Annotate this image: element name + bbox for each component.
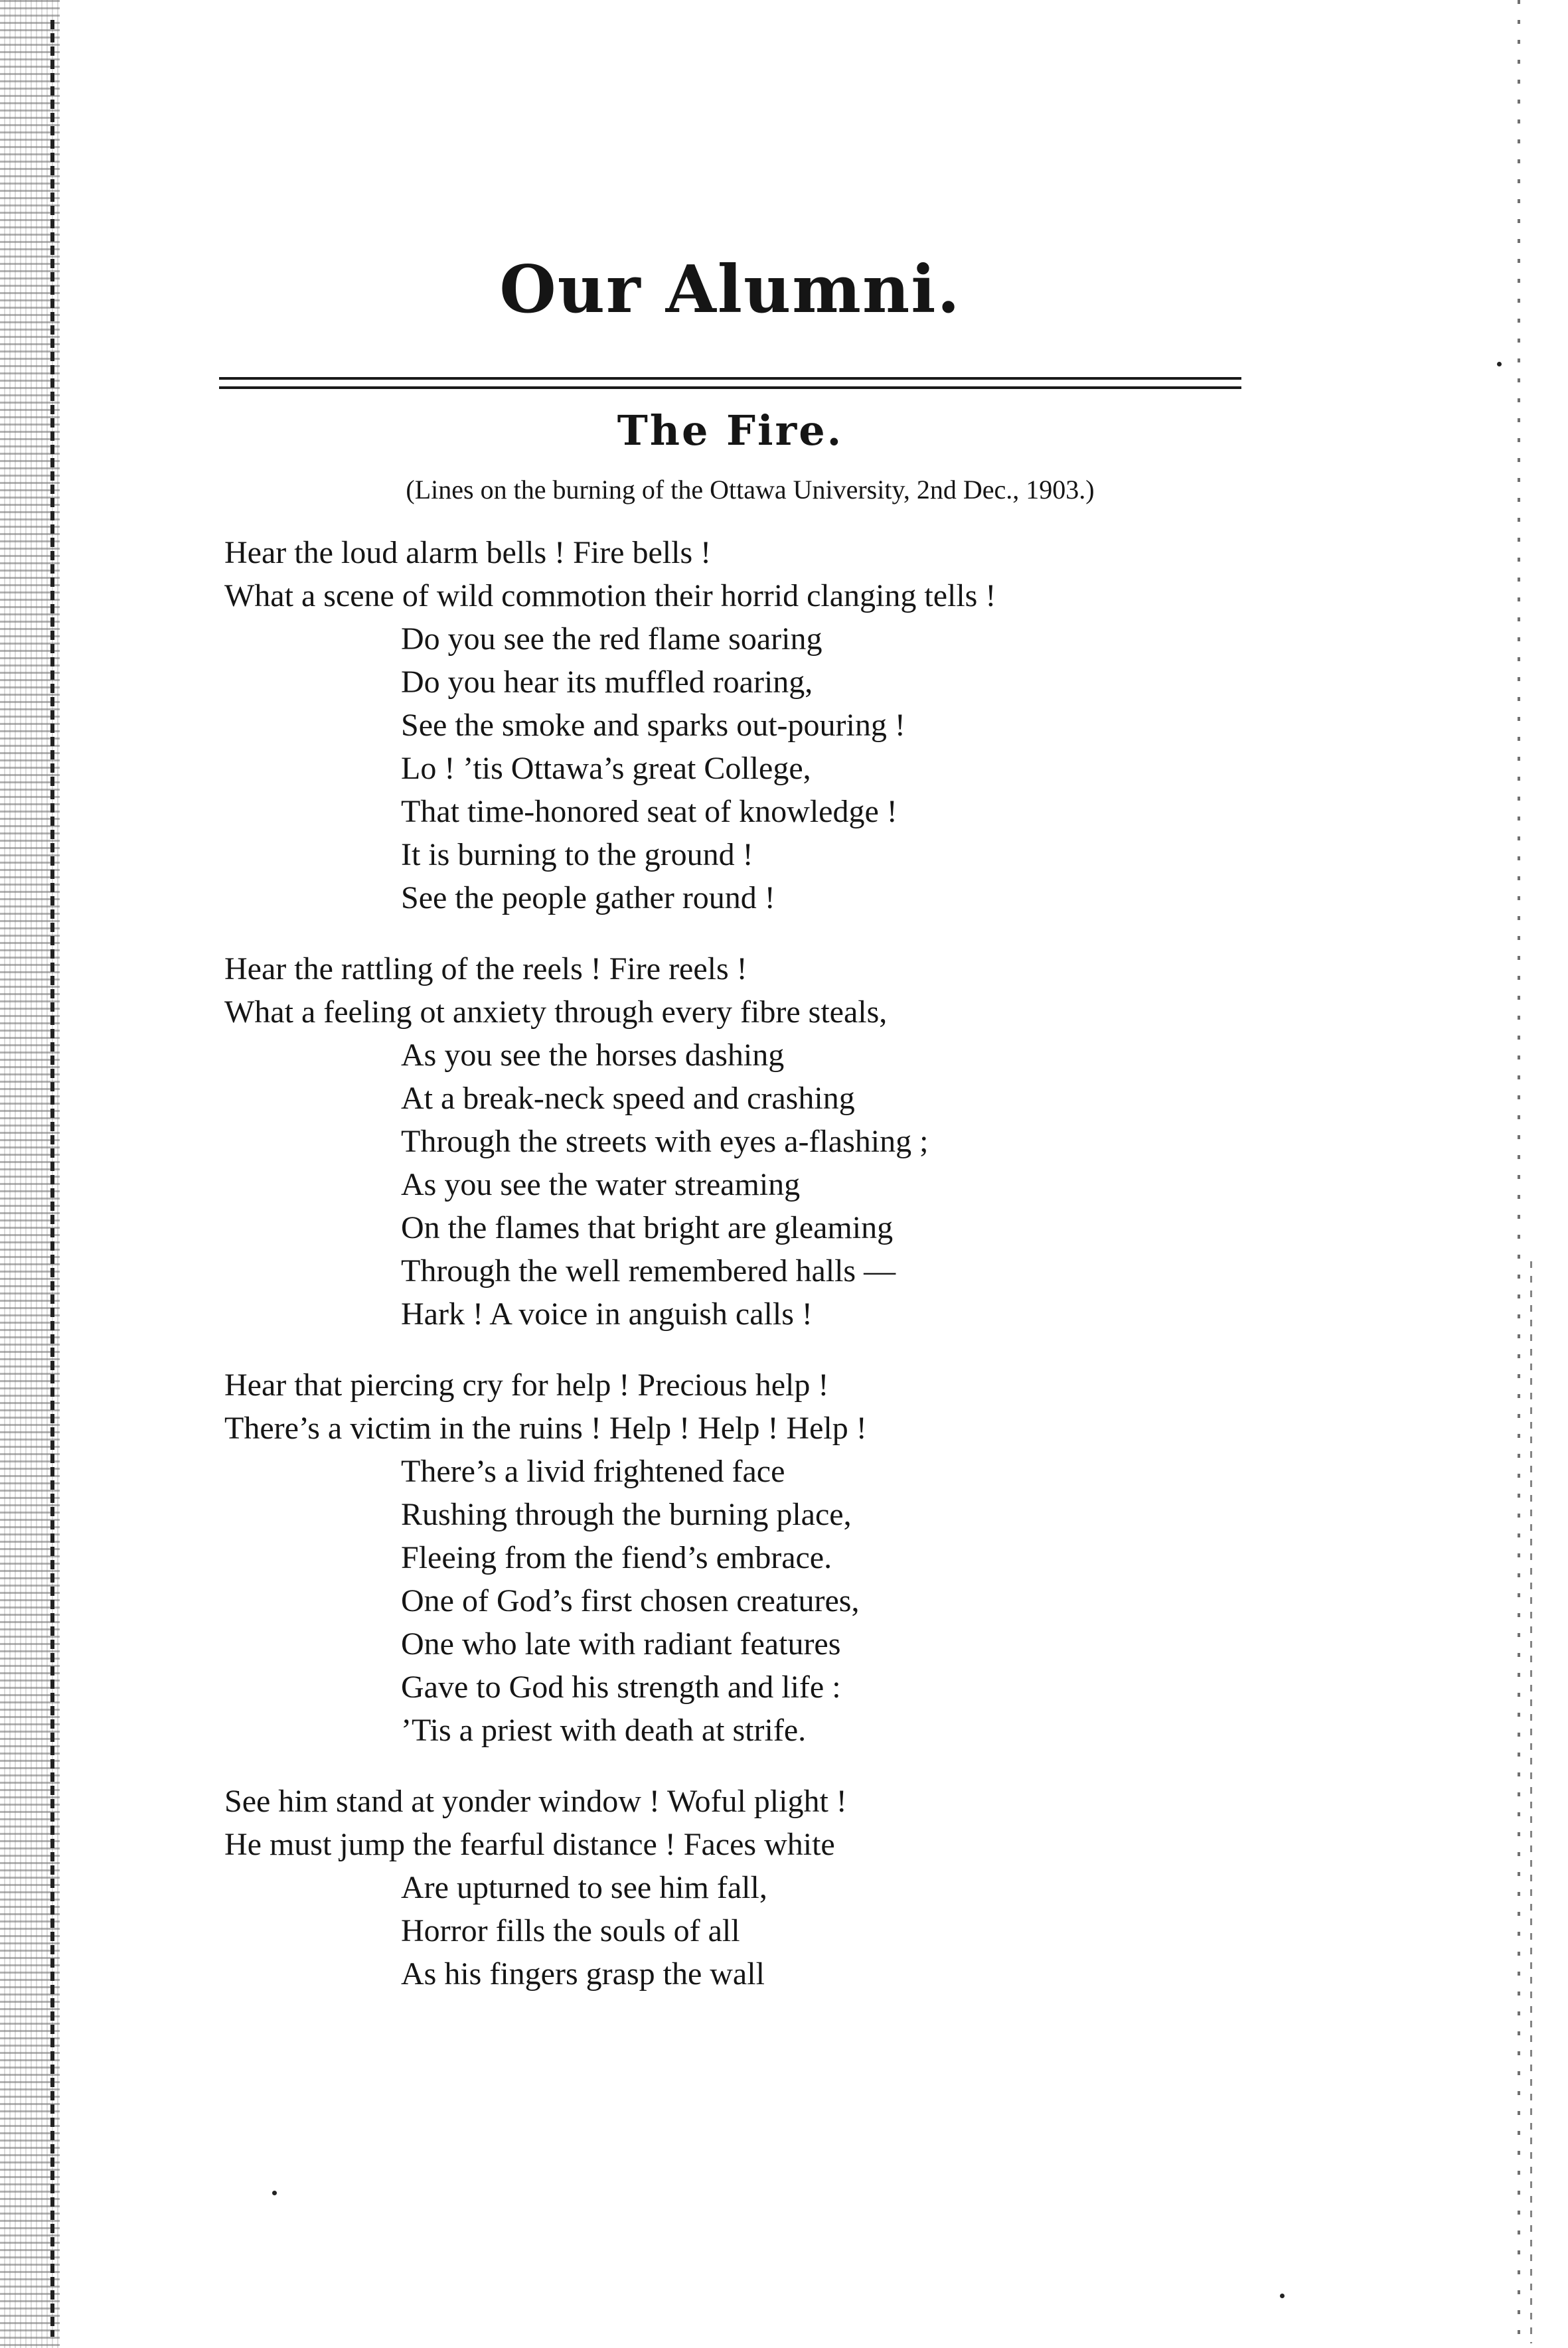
poem-line: Hear the rattling of the reels ! Fire reels ! (224, 951, 747, 986)
poem-line: Hear the loud alarm bells ! Fire bells ! (224, 535, 712, 570)
poem-line: As you see the water streaming (401, 1167, 801, 1202)
poem-title: The Fire. (617, 406, 844, 455)
poem-line: One of God’s first chosen creatures, (401, 1583, 860, 1618)
page-edge-right (1518, 0, 1520, 2348)
poem-line: What a feeling ot anxiety through every fibre steals, (224, 994, 888, 1030)
stanza (224, 1364, 1233, 1752)
poem-line: ’Tis a priest with death at strife. (401, 1713, 807, 1748)
stanza (224, 947, 1233, 1336)
poem-line: See the people gather round ! (401, 880, 775, 915)
stanza (224, 1780, 1233, 1996)
poem-line: See the smoke and sparks out-pouring ! (401, 708, 905, 743)
poem-line: One who late with radiant features (401, 1626, 841, 1662)
poem-line: Through the well remembered halls — (401, 1253, 896, 1289)
header-rule-bottom (219, 386, 1241, 389)
poem-line: At a break-neck speed and crashing (401, 1081, 855, 1116)
poem-line: There’s a livid frightened face (401, 1454, 785, 1489)
poem-line: It is burning to the ground ! (401, 837, 753, 872)
poem-line: Horror fills the souls of all (401, 1913, 740, 1948)
poem-line: Lo ! ’tis Ottawa’s great College, (401, 751, 811, 786)
page-edge-left (50, 20, 54, 2337)
poem-line: That time-honored seat of knowledge ! (401, 794, 898, 829)
poem-line: Rushing through the burning place, (401, 1497, 852, 1532)
poem-line: See him stand at yonder window ! Woful plight ! (224, 1784, 847, 1819)
poem-line: Do you hear its muffled roaring, (401, 665, 813, 700)
section-header: Our Alumni. (499, 252, 961, 328)
header-rule-top (219, 377, 1241, 380)
page-edge-right-inner (1530, 1261, 1532, 2343)
stanza (224, 531, 1233, 919)
poem-line: Are upturned to see him fall, (401, 1870, 767, 1905)
poem-body (224, 531, 1233, 2023)
poem-line: Gave to God his strength and life : (401, 1670, 841, 1705)
scan-speck (1280, 2294, 1285, 2298)
poem-line: What a scene of wild commotion their horrid clanging tells ! (224, 578, 996, 613)
scan-speck (1497, 362, 1502, 366)
poem-line: On the flames that bright are gleaming (401, 1210, 894, 1245)
poem-line: As you see the horses dashing (401, 1038, 785, 1073)
poem-line: Through the streets with eyes a-flashing ; (401, 1124, 929, 1159)
poem-line: Do you see the red flame soaring (401, 621, 823, 657)
scan-speck (272, 2191, 277, 2195)
poem-line: Hark ! A voice in anguish calls ! (401, 1296, 813, 1332)
poem-line: There’s a victim in the ruins ! Help ! Help ! Help ! (224, 1411, 867, 1446)
poem-subtitle: (Lines on the burning of the Ottawa University, 2nd Dec., 1903.) (406, 475, 1095, 505)
poem-line: Hear that piercing cry for help ! Precious help ! (224, 1368, 829, 1403)
poem-line: As his fingers grasp the wall (401, 1956, 765, 1992)
poem-line: Fleeing from the fiend’s embrace. (401, 1540, 832, 1575)
poem-line: He must jump the fearful distance ! Faces white (224, 1827, 835, 1862)
